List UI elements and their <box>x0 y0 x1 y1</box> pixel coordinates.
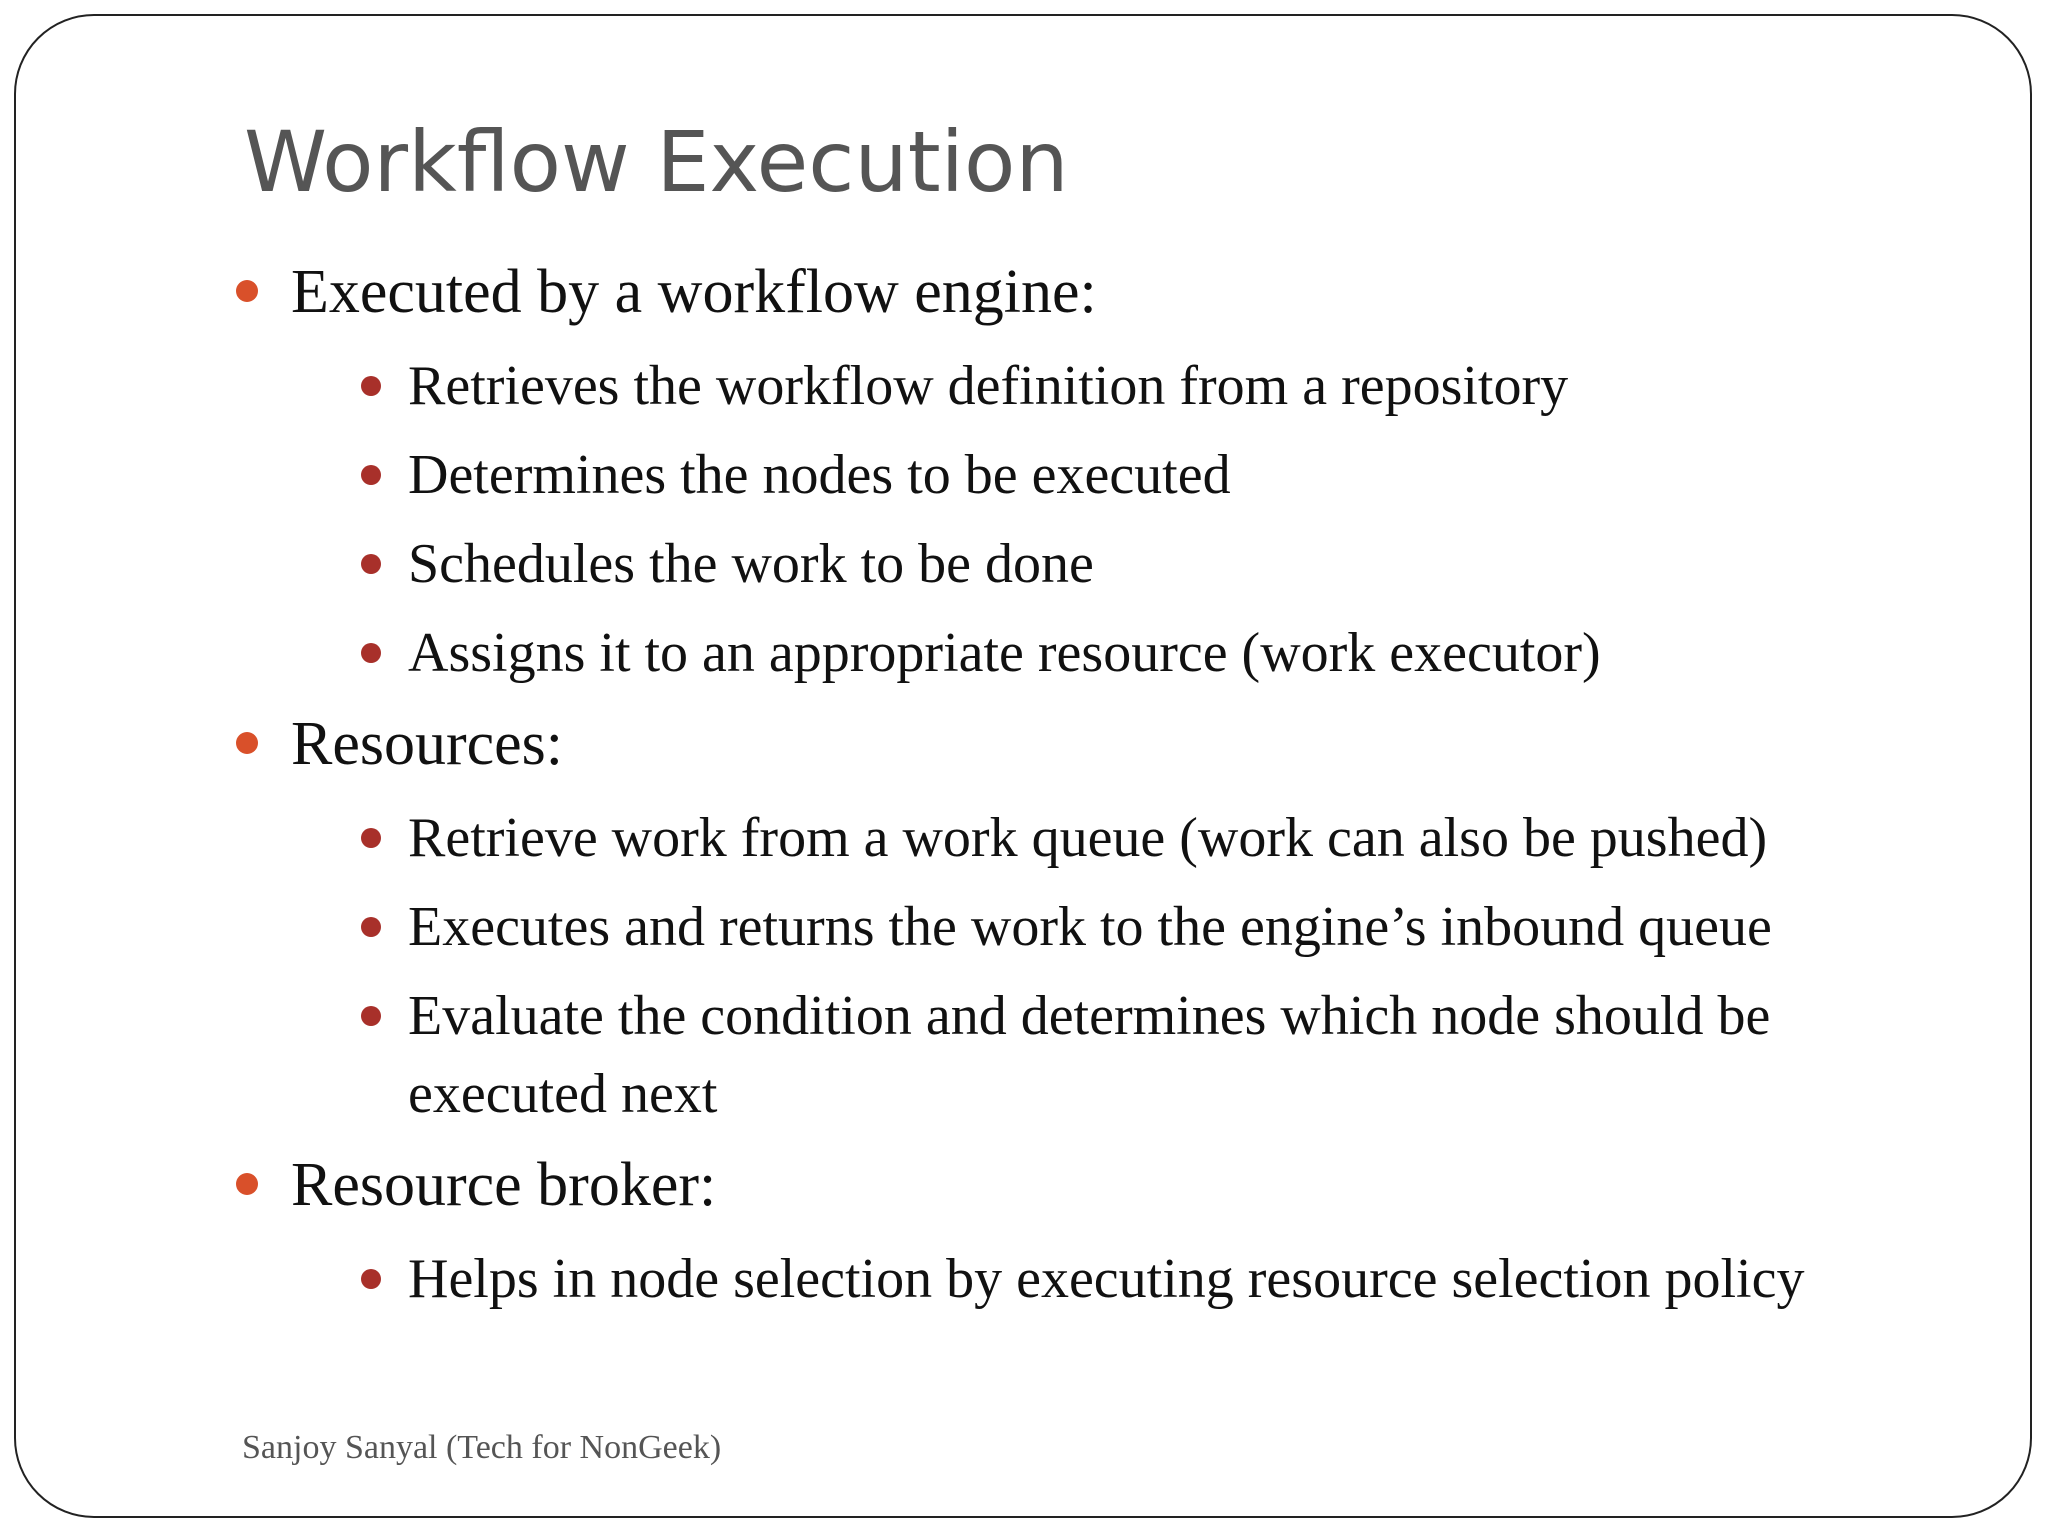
list-item-text: Executes and returns the work to the engine’s inbound queue <box>408 896 1772 958</box>
section-resources <box>236 700 1916 1133</box>
bullet-dot-icon <box>361 376 381 396</box>
list-item <box>291 1240 1916 1318</box>
bullet-dot-icon <box>361 554 381 574</box>
bullet-dot-icon <box>236 1173 258 1195</box>
bullet-dot-icon <box>236 732 258 754</box>
list-item <box>291 347 1916 425</box>
bullet-dot-icon <box>236 280 258 302</box>
section-resource-broker <box>236 1141 1916 1318</box>
bullet-dot-icon <box>361 1269 381 1289</box>
slide-frame <box>14 14 2032 1518</box>
list-item-text: Helps in node selection by executing resource selection policy <box>408 1248 1805 1310</box>
list-item <box>291 799 1916 877</box>
list-item-text: Evaluate the condition and determines which node should be executed next <box>408 985 1771 1125</box>
list-item-text: Retrieve work from a work queue (work can also be pushed) <box>408 807 1768 869</box>
list-item-text: Schedules the work to be done <box>408 533 1094 595</box>
section-engine <box>236 248 1916 692</box>
bullet-dot-icon <box>361 465 381 485</box>
slide-footer: Sanjoy Sanyal (Tech for NonGeek) <box>242 1429 722 1466</box>
bullet-dot-icon <box>361 1006 381 1026</box>
sub-bullet-list <box>291 347 1916 692</box>
section-heading: Resource broker: <box>291 1151 717 1219</box>
section-heading: Resources: <box>291 710 564 778</box>
slide-title: Workflow Execution <box>244 113 1069 211</box>
list-item-text: Assigns it to an appropriate resource (work executor) <box>408 622 1601 684</box>
list-item-text: Retrieves the workflow definition from a repository <box>408 355 1569 417</box>
list-item-text: Determines the nodes to be executed <box>408 444 1231 506</box>
list-item <box>291 436 1916 514</box>
list-item <box>291 888 1916 966</box>
bullet-dot-icon <box>361 643 381 663</box>
list-item <box>291 977 1908 1133</box>
list-item <box>291 525 1916 603</box>
section-heading: Executed by a workflow engine: <box>291 258 1097 326</box>
bullet-dot-icon <box>361 917 381 937</box>
bullet-list <box>236 248 1916 1318</box>
sub-bullet-list <box>291 1240 1916 1318</box>
list-item <box>291 614 1916 692</box>
sub-bullet-list <box>291 799 1916 1133</box>
bullet-dot-icon <box>361 828 381 848</box>
